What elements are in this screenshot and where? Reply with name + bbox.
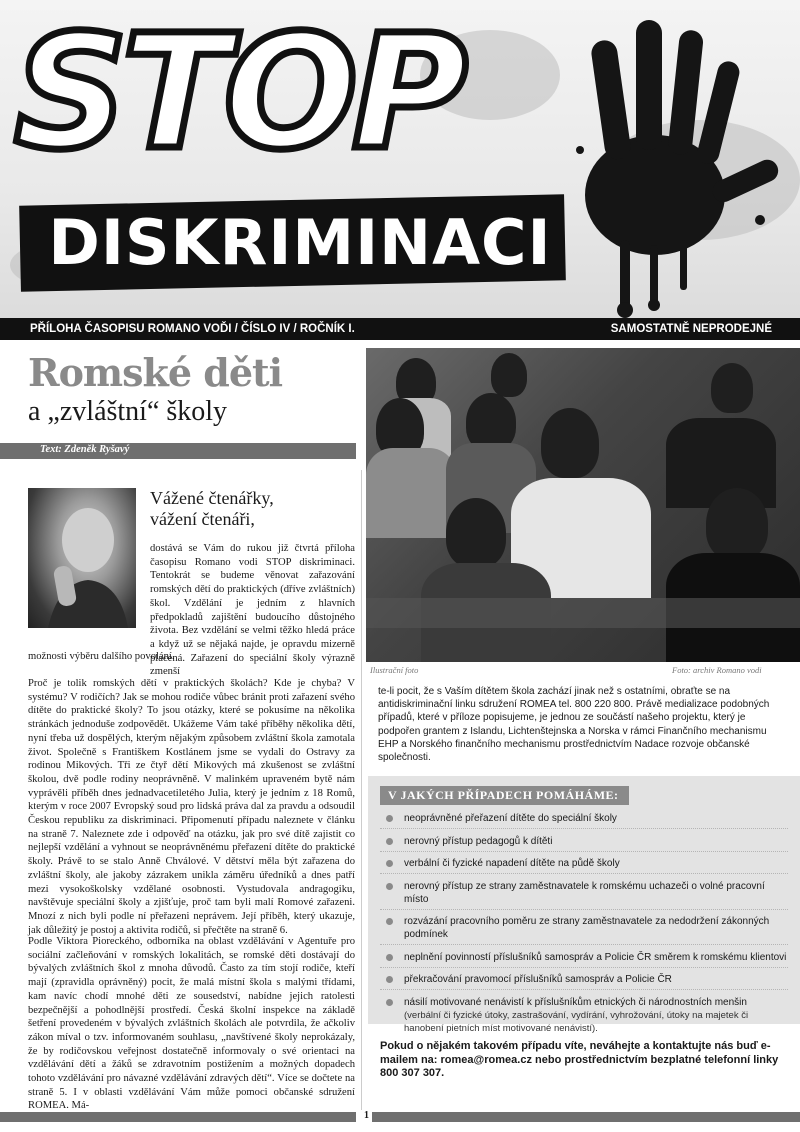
bullet-icon — [386, 918, 393, 925]
list-item: neoprávněné přeřazení dítěte do speciální školy — [380, 812, 788, 829]
list-item: překračování pravomocí příslušníků samospráv a Policie ČR — [380, 973, 788, 990]
bullet-icon — [386, 954, 393, 961]
list-item: nerovný přístup pedagogů k dítěti — [380, 835, 788, 852]
author-portrait — [28, 488, 136, 628]
photo-credit: Foto: archiv Romano vodi — [672, 665, 762, 675]
bullet-icon — [386, 999, 393, 1006]
supplement-info-bar — [0, 318, 800, 340]
list-item: neplnění povinností příslušníků samospráv a Policie ČR směrem k romskému klientovi — [380, 951, 788, 968]
article-title: Romské děti — [28, 350, 282, 395]
contact-paragraph: Pokud o nějakém takovém případu víte, neváhejte a kontaktujte nás buď e-mailem na: romea@romea.cz nebo prostřednictvím bezplatné telefonní linky 800 307 307. — [380, 1040, 779, 1079]
not-for-sale-label: SAMOSTATNĚ NEPRODEJNÉ — [610, 323, 772, 335]
classroom-photo — [366, 348, 800, 662]
list-item: verbální či fyzické napadení dítěte na půdě školy — [380, 857, 788, 874]
portrait-figure — [28, 488, 136, 628]
footer-bar-right — [372, 1112, 800, 1122]
bullet-icon — [386, 883, 393, 890]
help-cases-list — [380, 812, 788, 1043]
supplement-label: PŘÍLOHA ČASOPISU ROMANO VOĎI / ČÍSLO IV / ROČNÍK I. — [30, 323, 355, 335]
right-column-paragraph: te-li pocit, že s Vaším dítětem škola zachází jinak než s ostatními, obraťte se na antidiskriminační linku sdružení ROMEA tel. 800 220 800. Právě medializace podobných případů, které v příloze popisujeme, je jednou ze součástí našeho projektu, který je podpořen grantem z Islandu, Lichtenštejnska a Norska v rámci Finančního mechanismu EHP a Norského finančního mechanismu prostřednictvím Nadace rozvoje občanské společnosti. — [378, 686, 770, 764]
page-number: 1 — [364, 1110, 369, 1121]
masthead-stop-title: STOP — [14, 1, 462, 185]
bullet-icon — [386, 976, 393, 983]
handprint-icon — [560, 0, 800, 318]
bullet-icon — [386, 860, 393, 867]
list-item: rozvázání pracovního poměru ze strany zaměstnavatele za nedodržení zákonných podmínek — [380, 915, 788, 945]
intro-paragraph-end: možnosti výběru dalšího povolání. — [28, 651, 175, 662]
bullet-icon — [386, 838, 393, 845]
masthead-diskriminaci-title: DISKRIMINACI — [48, 206, 552, 279]
article-subtitle: a „zvláštní“ školy — [28, 396, 228, 427]
photo-caption-left: Ilustrační foto — [370, 665, 419, 675]
list-item-note: (verbální či fyzické útoky, zastrašování, vydírání, vyhrožování, útoky na majetek či hanobení pietních míst motivované nenávistí). — [404, 1009, 749, 1034]
footer-bar-left — [0, 1112, 356, 1122]
masthead — [0, 0, 800, 318]
list-item: nerovný přístup ze strany zaměstnavatele k romskému uchazeči o volné pracovní místo — [380, 880, 788, 910]
article-body-paragraph-2: Podle Viktora Pioreckého, odborníka na oblast vzdělávání v Agentuře pro sociální začleňování v romských lokalitách, se romské děti dostávají do bývalých zvláštních škol z mnoha důvodů. Často za tím stojí rodiče, kteří mají (zpravidla oprávněný) pocit, že malá místní škola s malými třídami, kam navíc chodí mnohé děti ze sousedství, nabídne jejich ratolesti bezpečnější a pohodlnější prostředí. Česká školní inspekce na základě šetření provedeném v bývalých zvláštních školách ale potvrdila, že ačkoliv zákon míval o tzv. informovaném souhlasu, „navštívené školy neprokázaly, že by rodičovskou veřejnost dostatečně informovaly o své orientaci na vzdělávání dětí a žáků se zdravotním postižením a možných dopadech tohoto vzdělávání pro návazné vzdělávání zdravých dětí“. Více se dočtete na straně 5. I v oblasti vzdělávání Vám může pomoci občanské sdružení ROMEA. Má- — [28, 936, 355, 1112]
greeting-line-2: vážení čtenáři, — [150, 509, 255, 529]
article-body-paragraph-1: Proč je tolik romských dětí v praktických školách? Kde je chyba? V systému? V rodičích? Jak se mohou rodiče vůbec bránit proti zařazení svého dítěte do praktické školy? To jsou otázky, které se pokusíme na několika stránkách jednoduše zodpovědět. Ukážeme Vám také příběhy několika dětí, nyní třeba už dospělých, kterým nějakým způsobem zvláštní škola zamotala život. Společně s Františkem Kostlánem jsme se vydali do Ostravy za rodinou Mikových. Tři ze čtyř dětí Mikových má zkušenost se zvláštní školou, dvě podle rodiny neoprávněně. V malinkém upraveném bytě nám vyprávěli příběh dnes jednadvacetiletého Julia, který je jedním z 18 Romů, kterým v roce 2007 Evropský soud pro lidská práva dal za pravdu a odsoudil Českou republiku za diskriminaci. Připomenutí případu naleznete v článku na straně 7. Naleznete zde i odpověď na otázku, jak pro své dítě zajistit co nejlepší vzdělání a vyhnout se neoprávněnému přeřazení dítěte do praktické školy. Právě to se stalo Anně Chválové. V dětství měla být zařazena do zvláštní školy, ale jakoby zázrakem unikla záměru úředníků a dnes patří mezi vysokoškolsky vzdělané osobnosti. Vystudovala andragogiku, navštěvuje speciální školy a zjišťuje, proč tam byli malí Romové zařazeni. Mnozí z nich byli podle ní přeřazeni neprávem. Její příběh, který ukazuje, jak důležitý je postoj a aktivita rodičů, si přečtěte na straně 6. — [28, 678, 355, 936]
byline: Text: Zdeněk Ryšavý — [40, 444, 130, 455]
help-cases-title: V JAKÝCH PŘÍPADECH POMÁHÁME: — [380, 786, 629, 805]
list-item: násilí motivované nenávistí k příslušníkům etnických či národnostních menšin (verbální či fyzické útoky, zastrašování, vydírání, vyhrožování, útoky na majetek či hanobení pietních míst motivované nenávistí). — [380, 996, 788, 1038]
greeting-line-1: Vážené čtenářky, — [150, 488, 274, 508]
column-divider — [361, 470, 362, 1110]
bullet-icon — [386, 815, 393, 822]
greeting — [150, 488, 274, 530]
intro-paragraph: dostává se Vám do rukou již čtvrtá příloha časopisu Romano vodi STOP diskriminaci. Tentokrát se budeme věnovat zařazování romských dětí do praktických (dříve zvláštních) škol. Vzdělání je jedním z hlavních předpokladů zajištění budoucího důstojného života. Bez vzdělání se velmi těžko hledá práce a když už se nějaká najde, je opravdu mizerně placená. Zařazení do speciální školy výrazně zmenší — [150, 543, 355, 678]
